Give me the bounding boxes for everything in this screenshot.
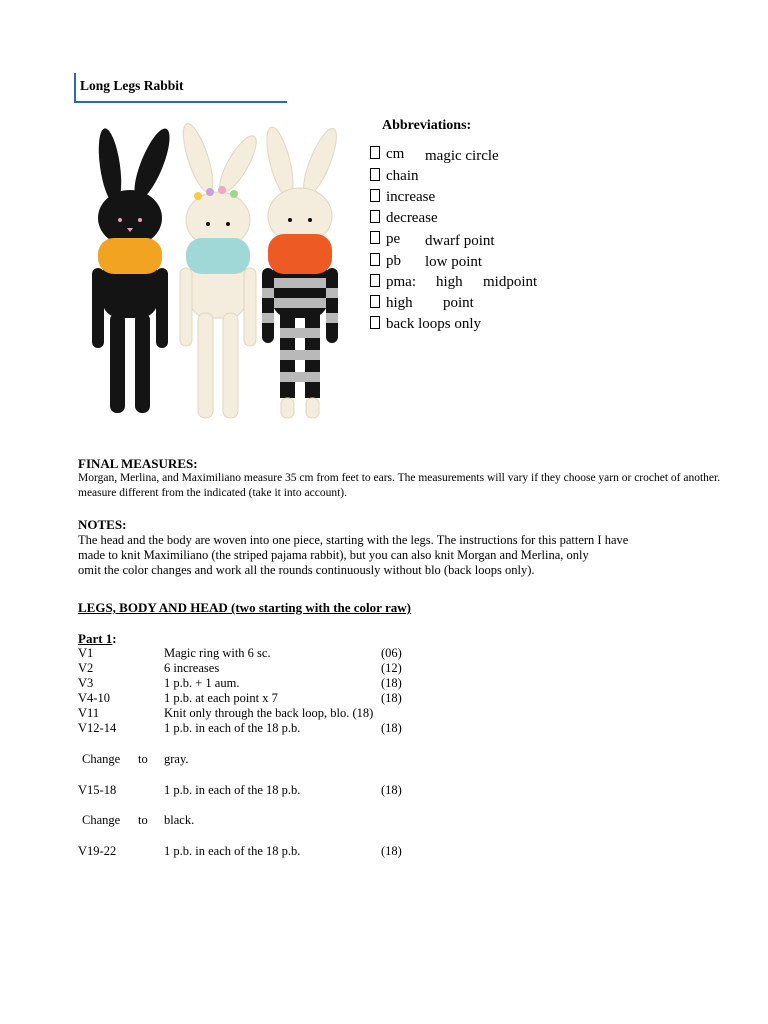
abbr-item: pb low point xyxy=(370,253,401,270)
notes-line: made to knit Maximiliano (the striped pajama rabbit), but you can also knit Morgan and Merlina, only xyxy=(78,548,589,562)
rabbit-merlina xyxy=(177,121,262,418)
color-change-word: Change xyxy=(82,752,121,766)
abbr-item: pe dwarf point xyxy=(370,231,400,248)
color-change-word: to xyxy=(138,752,148,766)
checkbox-icon xyxy=(370,168,380,181)
rabbit-maximiliano xyxy=(262,125,343,418)
rabbits-photo xyxy=(80,118,360,428)
abbr-item: chain xyxy=(370,168,418,185)
title-rule xyxy=(74,73,287,103)
checkbox-icon xyxy=(370,253,380,266)
abbr-item: back loops only xyxy=(370,316,481,333)
rabbit-morgan xyxy=(92,125,176,413)
abbr-item: increase xyxy=(370,189,435,206)
color-change-word: Change xyxy=(82,813,121,827)
color-change-word: to xyxy=(138,813,148,827)
notes-line: omit the color changes and work all the rounds continuously without blo (back loops only). xyxy=(78,563,535,577)
final-measures-line: Morgan, Merlina, and Maximiliano measure 35 cm from feet to ears. The measurements will vary if they choose yarn or crochet of another. xyxy=(78,472,721,484)
abbr-item: decrease xyxy=(370,210,438,227)
notes-heading: NOTES: xyxy=(78,517,127,532)
section-heading: LEGS, BODY AND HEAD (two starting with the color raw) xyxy=(78,600,411,615)
checkbox-icon xyxy=(370,316,380,329)
color-change-word: black. xyxy=(164,813,195,827)
final-measures-line: measure different from the indicated (take it into account). xyxy=(78,487,347,499)
checkbox-icon xyxy=(370,274,380,287)
checkbox-icon xyxy=(370,210,380,223)
checkbox-icon xyxy=(370,231,380,244)
checkbox-icon xyxy=(370,189,380,202)
abbr-item: cm magic circle xyxy=(370,146,404,163)
part-heading: Part 1: xyxy=(78,631,117,646)
abbr-item: pma: high midpoint xyxy=(370,274,416,291)
checkbox-icon xyxy=(370,295,380,308)
abbr-item: high point xyxy=(370,295,413,312)
checkbox-icon xyxy=(370,146,380,159)
abbreviations-heading: Abbreviations: xyxy=(382,118,472,133)
page-title: Long Legs Rabbit xyxy=(80,78,184,93)
notes-line: The head and the body are woven into one piece, starting with the legs. The instructions for this pattern I have xyxy=(78,533,629,547)
color-change-word: gray. xyxy=(164,752,189,766)
final-measures-heading: FINAL MEASURES: xyxy=(78,456,198,471)
